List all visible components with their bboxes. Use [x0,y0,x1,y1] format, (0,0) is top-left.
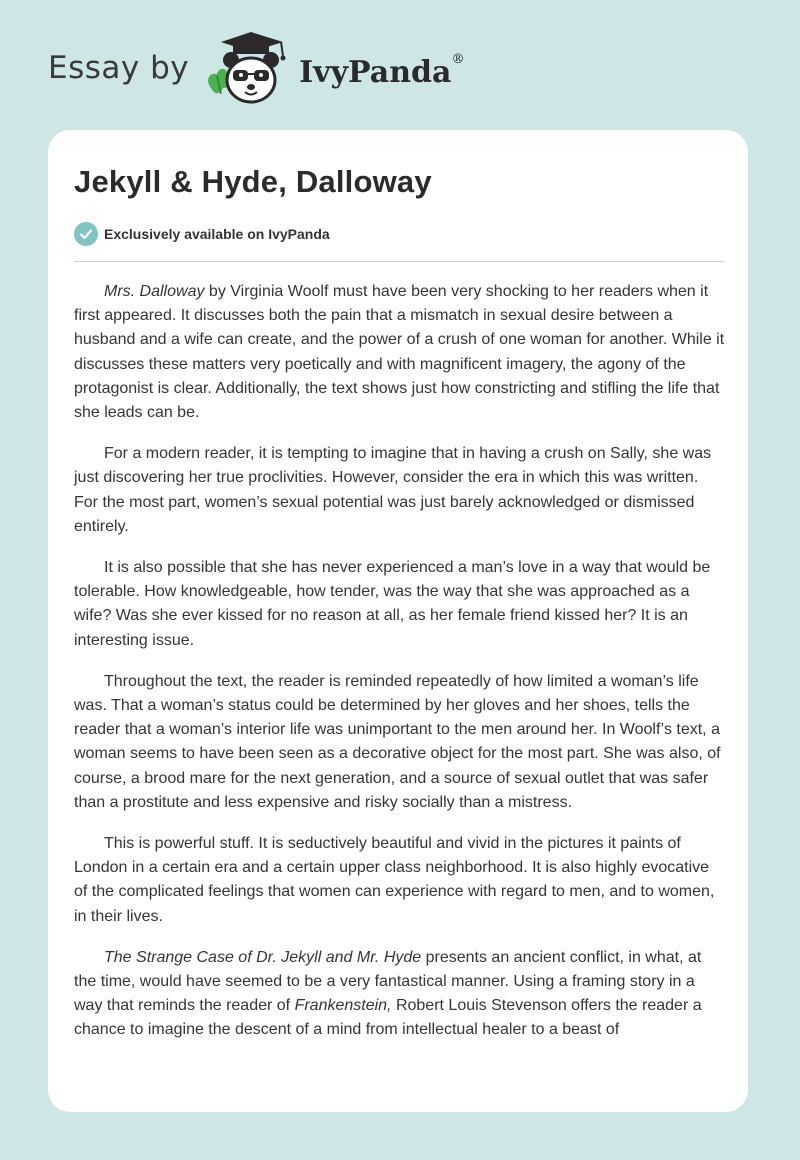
book-title: Frankenstein, [294,997,392,1015]
essay-body [74,280,726,1060]
paragraph [74,556,726,653]
paragraph-text: presents an ancient conflict, in what, at the time, would have seemed to be a very fantastical manner. Using a framing story in a way that reminds the reader of [74,948,702,1015]
divider [74,261,724,262]
paragraph-text: Robert Louis Stevenson offers the reader a chance to imagine the descent of a mind from intellectual healer to a beast of [74,997,702,1039]
badge-label: Exclusively available on IvyPanda [104,226,330,242]
registered-mark: ® [451,51,465,67]
paragraph [74,946,726,1043]
paragraph-text: It is also possible that she has never experienced a man’s love in a way that would be tolerable. How knowledgeable, how tender, was the way that she was approached as a wife? Was she ever kissed for no reason at all, as her female friend kissed her? It is an interesting issue. [74,559,711,649]
paragraph-text: For a modern reader, it is tempting to imagine that in having a crush on Sally, she was just discovering her true proclivities. However, consider the era in which this was written. For the most part, women’s sexual potential was just barely acknowledged or dismissed entirely. [74,445,712,535]
site-header [48,30,464,110]
page-title: Jekyll & Hyde, Dalloway [74,164,432,199]
paragraph-text: Throughout the text, the reader is reminded repeatedly of how limited a woman’s life was. That a woman’s status could be determined by her gloves and her shoes, tells the reader that a woman’s interior life was unimportant to the men around her. In Woolf’s text, a woman seems to have been seen as a decorative object for the most part. She was also, of course, a brood mare for the next generation, and a source of sexual outlet that was safer than a prostitute and less expensive and risky socially than a mistress. [74,672,721,811]
book-title: The Strange Case of Dr. Jekyll and Mr. Hyde [104,948,422,966]
paragraph [74,442,726,539]
paragraph [74,670,726,815]
paragraph-text: by Virginia Woolf must have been very shocking to her readers when it first appeared. It discusses both the pain that a mismatch in sexual desire between a husband and a wife can create, and the power of a crush of one woman for another. While it discusses these matters very poetically and with magnificent imagery, the agony of the protagonist is clear. Additionally, the text shows just how constricting and stifling the life that she leads can be. [74,283,725,422]
brand-name [299,51,465,90]
brand-text: IvyPanda [299,54,452,90]
panda-graduate-icon [203,30,293,110]
essay-card [48,130,748,1112]
check-circle-icon [74,222,98,246]
paragraph-text: This is powerful stuff. It is seductively beautiful and vivid in the pictures it paints of London in a certain era and a certain upper class neighborhood. It is also highly evocative of the complicated feelings that women can experience with regard to men, and to women, in their lives. [74,835,715,925]
paragraph [74,832,726,929]
ivypanda-logo[interactable] [203,30,293,110]
essay-by-label: Essay by [48,50,190,86]
exclusive-badge [74,222,330,246]
paragraph [74,280,726,425]
book-title: Mrs. Dalloway [104,283,205,300]
